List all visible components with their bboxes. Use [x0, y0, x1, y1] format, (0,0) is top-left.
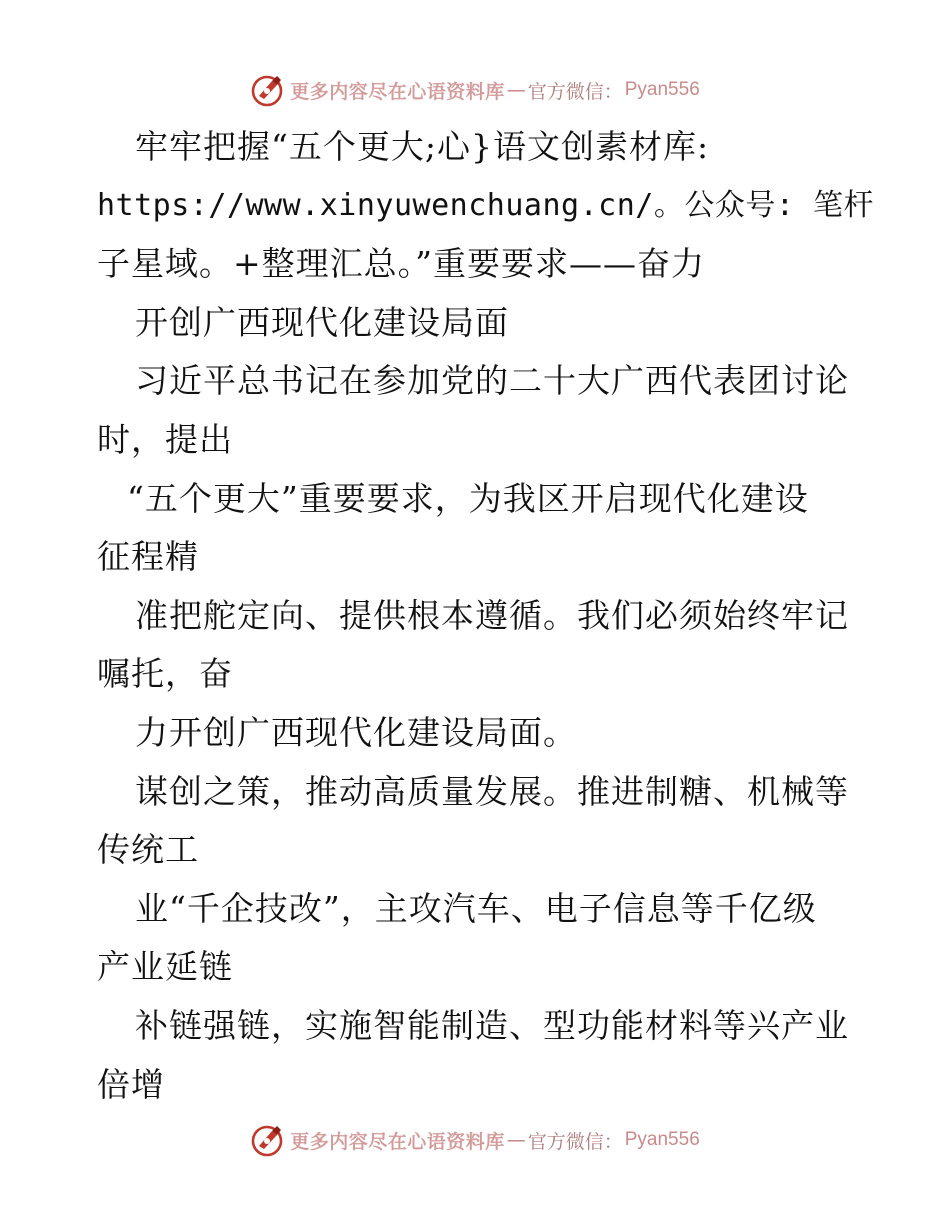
body-line: 时，提出 [97, 419, 233, 459]
body-line: 准把舵定向、提供根本遵循。我们必须始终牢记 [135, 595, 849, 635]
body-text [97, 118, 874, 1114]
header-wechat-label: 官方微信： [527, 80, 623, 103]
header-wechat-id: Pyan556 [624, 79, 700, 100]
body-line: 谋创之策，推动高质量发展。推进制糖、机械等 [135, 771, 849, 811]
body-line: 子星域。+整理汇总。”重要要求——奋力 [97, 244, 706, 284]
pen-logo-icon [250, 72, 286, 108]
body-line: “五个更大”重要要求，为我区开启现代化建设 [127, 478, 809, 518]
body-line: 嘱托，奋 [97, 654, 233, 694]
footer-wechat-id: Pyan556 [624, 1129, 700, 1150]
body-line: 补链强链，实施智能制造、型功能材料等兴产业 [135, 1005, 849, 1045]
footer-brand-text: 更多内容尽在心语资料库 [290, 1130, 505, 1153]
body-line: 倍增 [97, 1064, 165, 1104]
pen-logo-icon [250, 1122, 286, 1158]
body-line-url: https://www.xinyuwenchuang.cn/。公众号: 笔杆 [97, 187, 874, 223]
header-brand-text: 更多内容尽在心语资料库 [290, 80, 505, 103]
body-line: 业“千企技改”，主攻汽车、电子信息等千亿级 [135, 888, 817, 928]
body-line: 传统工 [97, 830, 199, 870]
body-line: 牢牢把握“五个更大;心}语文创素材库: [135, 127, 710, 166]
body-line: 产业延链 [97, 947, 233, 987]
footer-banner[interactable] [0, 1120, 950, 1160]
footer-dash: — [506, 1129, 526, 1151]
footer-wechat-label: 官方微信： [527, 1130, 623, 1153]
body-line: 力开创广西现代化建设局面。 [135, 712, 577, 752]
header-banner[interactable] [0, 70, 950, 110]
header-dash: — [506, 79, 526, 101]
body-line: 开创广西现代化建设局面 [135, 302, 509, 342]
body-line: 征程精 [97, 537, 199, 577]
body-line: 习近平总书记在参加党的二十大广西代表团讨论 [135, 361, 849, 401]
